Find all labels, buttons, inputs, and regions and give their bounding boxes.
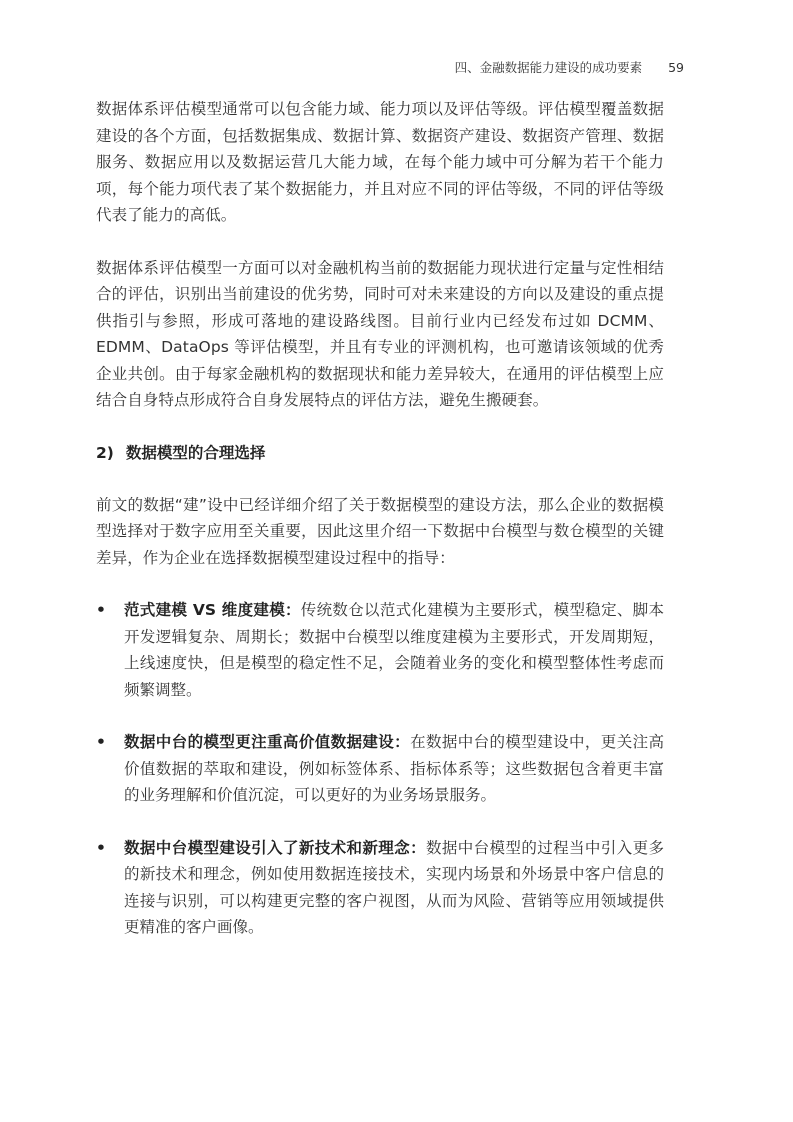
section-heading xyxy=(96,440,664,466)
bullet-text: 传统数仓以范式化建模为主要形式，模型稳定、脚本开发逻辑复杂、周期长；数据中台模型以维度建模为主要形式，开发周期短，上线速度快，但是模型的稳定性不足，会随着业务的变化和模型整体性考虑而频繁调整。 xyxy=(124,601,664,699)
running-header xyxy=(0,59,684,77)
bullet-icon: • xyxy=(96,838,106,857)
bullet-text: 数据中台模型的过程当中引入更多的新技术和理念，例如使用数据连接技术，实现内场景和外场景中客户信息的连接与识别，可以构建更完整的客户视图，从而为风险、营销等应用领域提供更精准的客户画像。 xyxy=(124,838,664,936)
page-content xyxy=(96,96,664,967)
paragraph-evaluation-model: 数据体系评估模型通常可以包含能力域、能力项以及评估等级。评估模型覆盖数据建设的各个方面，包括数据集成、数据计算、数据资产建设、数据资产管理、数据服务、数据应用以及数据运营几大能力域，在每个能力域中可分解为若干个能力项，每个能力项代表了某个数据能力，并且对应不同的评估等级，不同的评估等级代表了能力的高低。 xyxy=(96,100,664,224)
bullet-lead: 数据中台模型建设引入了新技术和新理念： xyxy=(124,838,426,857)
section-title: 数据模型的合理选择 xyxy=(125,443,266,462)
bullet-list xyxy=(96,597,664,941)
list-item xyxy=(96,729,664,809)
list-item xyxy=(96,835,664,941)
chapter-title: 四、金融数据能力建设的成功要素 xyxy=(454,60,643,75)
bullet-icon: • xyxy=(96,601,106,619)
bullet-lead: 范式建模 VS 维度建模： xyxy=(124,601,301,619)
list-item xyxy=(96,597,664,703)
bullet-icon: • xyxy=(96,733,106,751)
bullet-lead: 数据中台的模型更注重高价值数据建设： xyxy=(124,733,411,751)
bullet-text: 在数据中台的模型建设中，更关注高价值数据的萃取和建设，例如标签体系、指标体系等；这些数据包含着更丰富的业务理解和价值沉淀，可以更好的为业务场景服务。 xyxy=(124,733,664,804)
section-number: 2) xyxy=(96,443,114,462)
paragraph-evaluation-usage: 数据体系评估模型一方面可以对金融机构当前的数据能力现状进行定量与定性相结合的评估，识别出当前建设的优劣势，同时可对未来建设的方向以及建设的重点提供指引与参照，形成可落地的建设路线图。目前行业内已经发布过如 DCMM、EDMM、DataOps 等评估模型，并且有专业的评测机构，也可邀请该领域的优秀企业共创。由于每家金融机构的数据现状和能力差异较大，在通用的评估模型上应结合自身特点形成符合自身发展特点的评估方法，避免生搬硬套。 xyxy=(96,258,664,409)
page-number: 59 xyxy=(668,60,684,75)
paragraph-intro: 前文的数据“建”设中已经详细介绍了关于数据模型的建设方法，那么企业的数据模型选择对于数字应用至关重要，因此这里介绍一下数据中台模型与数仓模型的关键差异，作为企业在选择数据模型建设过程中的指导： xyxy=(96,495,664,567)
